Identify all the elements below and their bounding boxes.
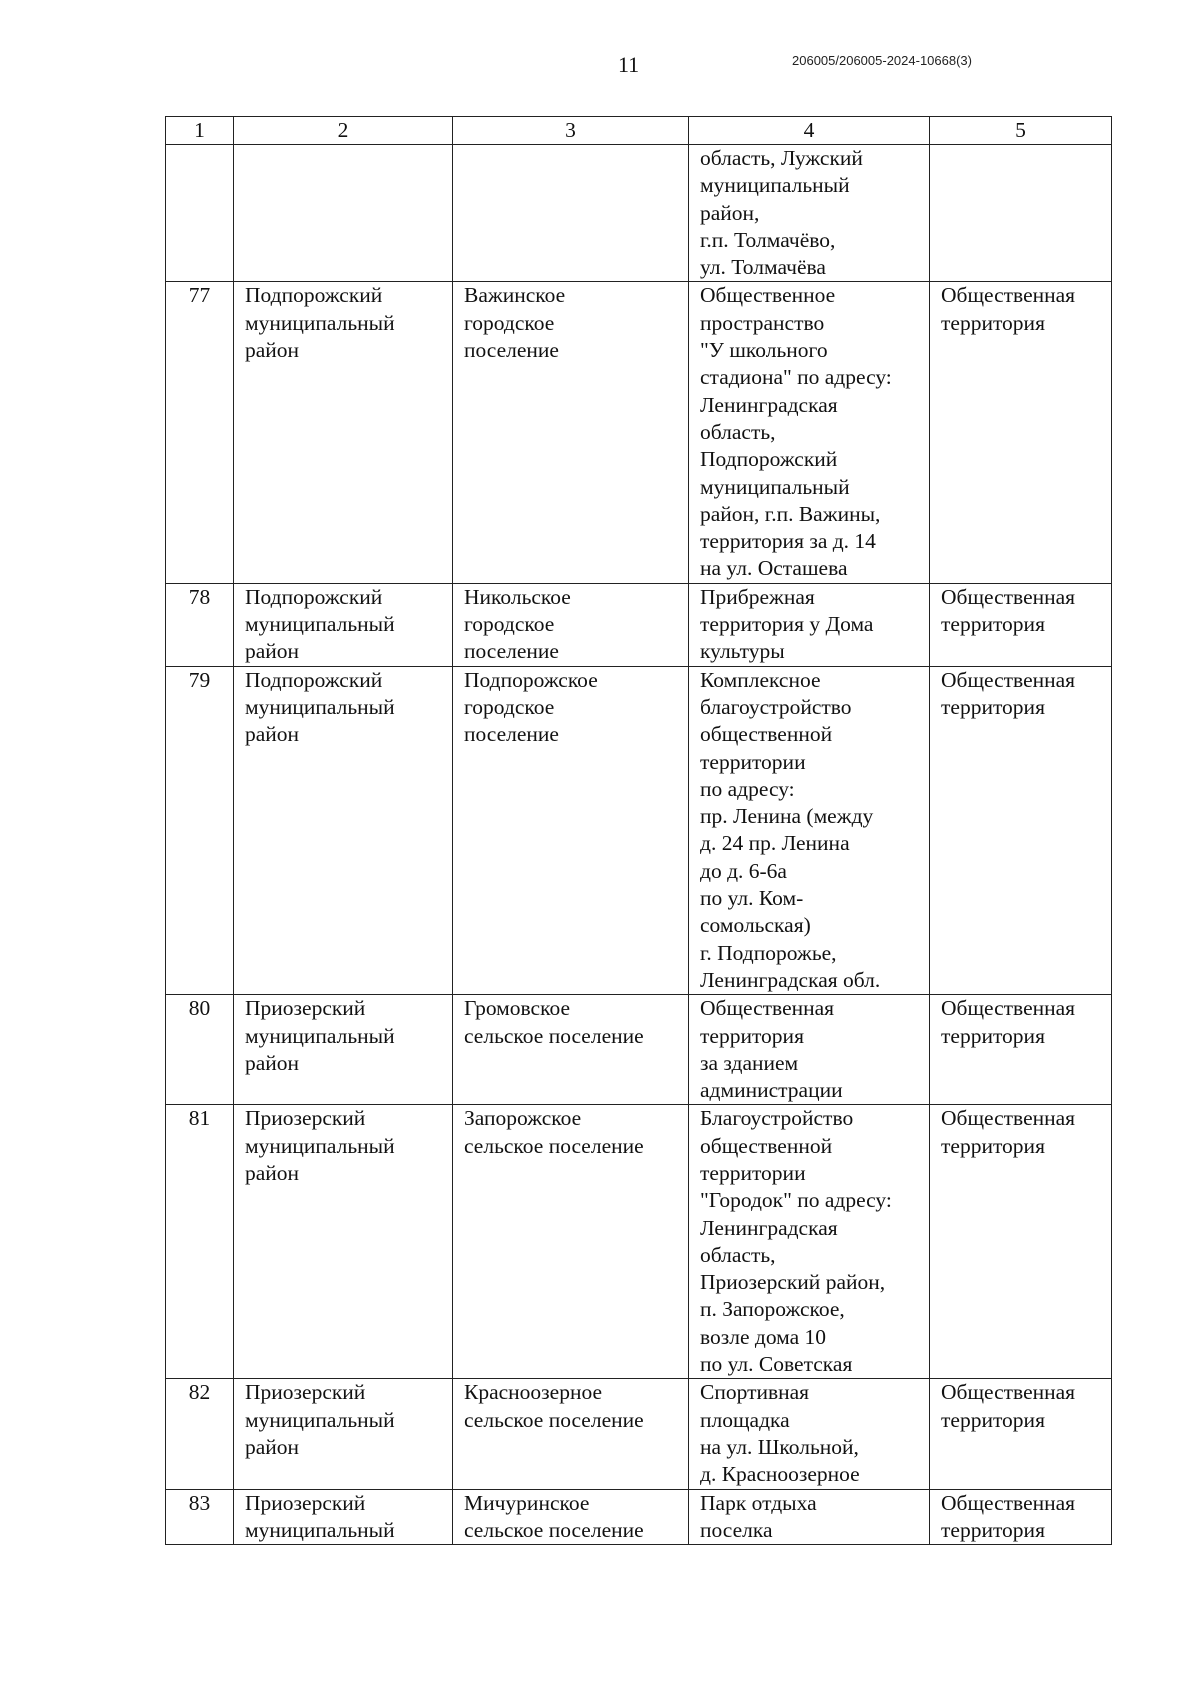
cell-line: Ленинградская обл. bbox=[700, 967, 881, 992]
cell-line: благоустройство bbox=[700, 694, 852, 719]
settlement-cell bbox=[453, 1379, 689, 1489]
cell-line: территория bbox=[700, 1023, 804, 1048]
cell-line: на ул. Осташева bbox=[700, 556, 848, 581]
cell-line: ул. Толмачёва bbox=[700, 255, 826, 280]
cell-line: территория bbox=[941, 1407, 1045, 1432]
cell-line: территории bbox=[700, 1160, 806, 1185]
cell-line: территория bbox=[941, 612, 1045, 637]
cell-line: район, bbox=[700, 200, 760, 225]
table-row bbox=[166, 145, 1112, 282]
settlement-cell bbox=[453, 995, 689, 1105]
cell-line: Подпорожский bbox=[245, 667, 383, 692]
header-col-5: 5 bbox=[930, 117, 1112, 145]
cell-line: Прибрежная bbox=[700, 584, 815, 609]
object-cell bbox=[689, 995, 930, 1105]
cell-line: Общественная bbox=[941, 1106, 1076, 1131]
row-number-cell: 83 bbox=[166, 1489, 234, 1545]
cell-line: Общественная bbox=[941, 1490, 1076, 1515]
cell-line: Приозерский район, bbox=[700, 1270, 886, 1295]
cell-line: Никольское bbox=[464, 584, 571, 609]
header-col-3: 3 bbox=[453, 117, 689, 145]
object-cell bbox=[689, 282, 930, 583]
cell-line: муниципальный bbox=[245, 1133, 395, 1158]
cell-line: муниципальный bbox=[245, 1517, 395, 1542]
cell-line: район bbox=[245, 338, 300, 363]
cell-line: Парк отдыха bbox=[700, 1490, 817, 1515]
table-row bbox=[166, 1489, 1112, 1545]
cell-line: стадиона" по адресу: bbox=[700, 365, 892, 390]
cell-line: Подпорожское bbox=[464, 667, 598, 692]
cell-line: общественной bbox=[700, 1133, 833, 1158]
cell-line: Подпорожский bbox=[700, 447, 838, 472]
cell-line: городское bbox=[464, 612, 555, 637]
type-cell bbox=[930, 282, 1112, 583]
type-cell bbox=[930, 995, 1112, 1105]
cell-line: г.п. Толмачёво, bbox=[700, 227, 836, 252]
table-row bbox=[166, 1379, 1112, 1489]
cell-line: Громовское bbox=[464, 996, 570, 1021]
cell-line: Общественное bbox=[700, 283, 836, 308]
type-cell bbox=[930, 1489, 1112, 1545]
cell-line: сомольская) bbox=[700, 913, 811, 938]
cell-line: по адресу: bbox=[700, 776, 795, 801]
cell-line: "У школьного bbox=[700, 338, 828, 363]
cell-line: Приозерский bbox=[245, 996, 366, 1021]
cell-line: Общественная bbox=[700, 996, 835, 1021]
cell-line: поселка bbox=[700, 1517, 773, 1542]
row-number-cell: 82 bbox=[166, 1379, 234, 1489]
cell-line: район bbox=[245, 639, 300, 664]
table-row bbox=[166, 1105, 1112, 1379]
object-cell bbox=[689, 1489, 930, 1545]
cell-line: возле дома 10 bbox=[700, 1324, 827, 1349]
cell-line: по ул. Ком- bbox=[700, 886, 804, 911]
cell-line: д. 24 пр. Ленина bbox=[700, 831, 850, 856]
cell-line: за зданием bbox=[700, 1050, 799, 1075]
district-cell bbox=[234, 666, 453, 995]
type-cell bbox=[930, 1379, 1112, 1489]
cell-line: территория у Дома bbox=[700, 612, 874, 637]
settlement-cell bbox=[453, 282, 689, 583]
cell-line: Приозерский bbox=[245, 1106, 366, 1131]
cell-line: Общественная bbox=[941, 996, 1076, 1021]
cell-line: сельское поселение bbox=[464, 1517, 644, 1542]
cell-line: сельское поселение bbox=[464, 1023, 644, 1048]
cell-line: Общественная bbox=[941, 584, 1076, 609]
cell-line: культуры bbox=[700, 639, 785, 664]
cell-line: Подпорожский bbox=[245, 584, 383, 609]
cell-line: Мичуринское bbox=[464, 1490, 590, 1515]
settlement-cell bbox=[453, 145, 689, 282]
cell-line: д. Красноозерное bbox=[700, 1462, 860, 1487]
object-cell bbox=[689, 583, 930, 666]
cell-line: муниципальный bbox=[245, 612, 395, 637]
district-cell bbox=[234, 995, 453, 1105]
cell-line: муниципальный bbox=[245, 694, 395, 719]
cell-line: поселение bbox=[464, 338, 559, 363]
table-row bbox=[166, 282, 1112, 583]
table-body bbox=[166, 145, 1112, 1545]
cell-line: территории bbox=[700, 749, 806, 774]
row-number-cell: 79 bbox=[166, 666, 234, 995]
table-row bbox=[166, 583, 1112, 666]
object-cell bbox=[689, 1379, 930, 1489]
row-number-cell bbox=[166, 145, 234, 282]
type-cell bbox=[930, 145, 1112, 282]
cell-line: Ленинградская bbox=[700, 1215, 838, 1240]
cell-line: муниципальный bbox=[245, 310, 395, 335]
header-col-2: 2 bbox=[234, 117, 453, 145]
cell-line: территория bbox=[941, 1023, 1045, 1048]
cell-line: муниципальный bbox=[245, 1407, 395, 1432]
page-number: 11 bbox=[618, 52, 640, 77]
cell-line: Спортивная bbox=[700, 1380, 810, 1405]
cell-line: Общественная bbox=[941, 1380, 1076, 1405]
settlement-cell bbox=[453, 583, 689, 666]
cell-line: Подпорожский bbox=[245, 283, 383, 308]
cell-line: до д. 6-6а bbox=[700, 858, 787, 883]
cell-line: территория bbox=[941, 694, 1045, 719]
cell-line: пр. Ленина (между bbox=[700, 804, 874, 829]
cell-line: Благоустройство bbox=[700, 1106, 854, 1131]
row-number-cell: 78 bbox=[166, 583, 234, 666]
cell-line: поселение bbox=[464, 639, 559, 664]
cell-line: территория bbox=[941, 310, 1045, 335]
cell-line: сельское поселение bbox=[464, 1407, 644, 1432]
cell-line: муниципальный bbox=[700, 474, 850, 499]
cell-line: сельское поселение bbox=[464, 1133, 644, 1158]
cell-line: район bbox=[245, 1434, 300, 1459]
cell-line: г. Подпорожье, bbox=[700, 940, 837, 965]
settlement-cell bbox=[453, 1105, 689, 1379]
cell-line: территория bbox=[941, 1133, 1045, 1158]
district-cell bbox=[234, 282, 453, 583]
cell-line: муниципальный bbox=[700, 173, 850, 198]
cell-line: городское bbox=[464, 310, 555, 335]
cell-line: область, Лужский bbox=[700, 146, 863, 170]
object-cell bbox=[689, 666, 930, 995]
cell-line: "Городок" по адресу: bbox=[700, 1188, 892, 1213]
cell-line: район, г.п. Важины, bbox=[700, 501, 881, 526]
header-col-1: 1 bbox=[166, 117, 234, 145]
cell-line: по ул. Советская bbox=[700, 1352, 853, 1377]
type-cell bbox=[930, 1105, 1112, 1379]
cell-line: Общественная bbox=[941, 283, 1076, 308]
document-id: 206005/206005-2024-10668(3) bbox=[792, 53, 972, 68]
row-number-cell: 81 bbox=[166, 1105, 234, 1379]
cell-line: область, bbox=[700, 419, 776, 444]
objects-table bbox=[165, 116, 1112, 1545]
cell-line: район bbox=[245, 1160, 300, 1185]
cell-line: общественной bbox=[700, 722, 833, 747]
cell-line: пространство bbox=[700, 310, 825, 335]
cell-line: Приозерский bbox=[245, 1380, 366, 1405]
cell-line: территория bbox=[941, 1517, 1045, 1542]
district-cell bbox=[234, 1379, 453, 1489]
cell-line: городское bbox=[464, 694, 555, 719]
cell-line: Красноозерное bbox=[464, 1380, 603, 1405]
table-row bbox=[166, 995, 1112, 1105]
row-number-cell: 77 bbox=[166, 282, 234, 583]
settlement-cell bbox=[453, 1489, 689, 1545]
cell-line: область, bbox=[700, 1242, 776, 1267]
cell-line: Общественная bbox=[941, 667, 1076, 692]
cell-line: Запорожское bbox=[464, 1106, 582, 1131]
district-cell bbox=[234, 145, 453, 282]
cell-line: п. Запорожское, bbox=[700, 1297, 845, 1322]
cell-line: Важинское bbox=[464, 283, 566, 308]
cell-line: район bbox=[245, 1050, 300, 1075]
cell-line: Приозерский bbox=[245, 1490, 366, 1515]
object-cell bbox=[689, 145, 930, 282]
table-row bbox=[166, 666, 1112, 995]
cell-line: площадка bbox=[700, 1407, 790, 1432]
row-number-cell: 80 bbox=[166, 995, 234, 1105]
cell-line: Комплексное bbox=[700, 667, 821, 692]
cell-line: на ул. Школьной, bbox=[700, 1434, 859, 1459]
district-cell bbox=[234, 1105, 453, 1379]
header-col-4: 4 bbox=[689, 117, 930, 145]
type-cell bbox=[930, 666, 1112, 995]
cell-line: поселение bbox=[464, 722, 559, 747]
header-row bbox=[166, 117, 1112, 145]
cell-line: территория за д. 14 bbox=[700, 529, 876, 554]
district-cell bbox=[234, 1489, 453, 1545]
cell-line: администрации bbox=[700, 1078, 843, 1103]
district-cell bbox=[234, 583, 453, 666]
type-cell bbox=[930, 583, 1112, 666]
cell-line: район bbox=[245, 722, 300, 747]
cell-line: Ленинградская bbox=[700, 392, 838, 417]
settlement-cell bbox=[453, 666, 689, 995]
cell-line: муниципальный bbox=[245, 1023, 395, 1048]
object-cell bbox=[689, 1105, 930, 1379]
